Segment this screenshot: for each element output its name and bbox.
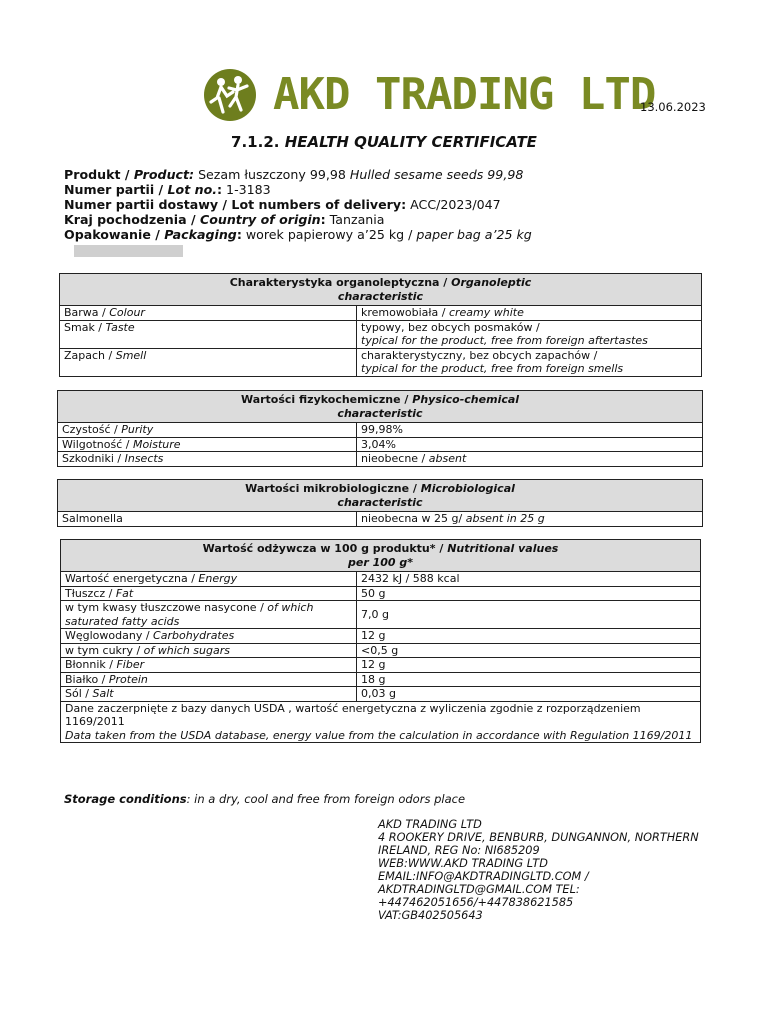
microbiological-table [57, 479, 703, 527]
table-header: Wartości fizykochemiczne / Physico-chemical characteristic [58, 391, 703, 423]
document-title [0, 133, 768, 151]
table-row: Węglowodany / Carbohydrates 12 g [61, 629, 701, 644]
table-row: Wartość energetyczna / Energy 2432 kJ / 588 kcal [61, 572, 701, 587]
table-row: Smak / Taste typowy, bez obcych posmaków / typical for the product, free from foreign aftertastes [60, 320, 702, 348]
logo-emblem-icon [203, 68, 257, 122]
address-line: VAT:GB402505643 [378, 909, 483, 922]
info-lot: Numer partii / Lot no.: 1-3183 [64, 182, 271, 197]
info-product: Produkt / Product: Sezam łuszczony 99,98 Hulled sesame seeds 99,98 [64, 167, 524, 182]
table-row: Zapach / Smell charakterystyczny, bez obcych zapachów / typical for the product, free from foreign smells [60, 348, 702, 376]
address-line: AKD TRADING LTD [378, 818, 482, 831]
info-origin: Kraj pochodzenia / Country of origin: Tanzania [64, 212, 385, 227]
table-row: Białko / Protein 18 g [61, 672, 701, 687]
organoleptic-table [59, 273, 702, 377]
address-line: AKDTRADINGLTD@GMAIL.COM TEL: [378, 883, 580, 896]
table-row: Wilgotność / Moisture 3,04% [58, 437, 703, 452]
table-header: Charakterystyka organoleptyczna / Organoleptic characteristic [60, 274, 702, 306]
table-row: w tym kwasy tłuszczowe nasycone / of which saturated fatty acids 7,0 g [61, 601, 701, 629]
address-line: WEB:WWW.AKD TRADING LTD [378, 857, 548, 870]
physico-chemical-table [57, 390, 703, 467]
document-date: 13.06.2023 [640, 100, 706, 114]
redaction-bar [74, 245, 183, 257]
note-en: Data taken from the USDA database, energy value from the calculation in accordance with Regulation 1169/2011 [65, 728, 693, 742]
table-header: Wartość odżywcza w 100 g produktu* / Nutritional values per 100 g* [61, 540, 701, 572]
table-row: Tłuszcz / Fat 50 g [61, 586, 701, 601]
title-number: 7.1.2. [231, 133, 280, 151]
company-address [378, 818, 718, 922]
table-row: Salmonella nieobecna w 25 g/ absent in 25 g [58, 512, 703, 527]
title-text: HEALTH QUALITY CERTIFICATE [284, 133, 537, 151]
info-packaging: Opakowanie / Packaging: worek papierowy a’25 kg / paper bag a’25 kg [64, 227, 532, 242]
address-line: IRELAND, REG No: NI685209 [378, 844, 540, 857]
company-logo [203, 68, 656, 122]
storage-conditions: Storage conditions: in a dry, cool and free from foreign odors place [64, 792, 466, 806]
address-line: +447462051656/+447838621585 [378, 896, 574, 909]
table-row: Czystość / Purity 99,98% [58, 423, 703, 438]
table-row: Szkodniki / Insects nieobecne / absent [58, 452, 703, 467]
table-row: Błonnik / Fiber 12 g [61, 658, 701, 673]
table-header: Wartości mikrobiologiczne / Microbiological characteristic [58, 480, 703, 512]
logo-text: AKD TRADING LTD [273, 69, 656, 120]
note-pl: Dane zaczerpnięte z bazy danych USDA , wartość energetyczna z wyliczenia zgodnie z rozporządzeniem 1169/2011 [65, 701, 641, 728]
address-line: EMAIL:INFO@AKDTRADINGLTD.COM / [378, 870, 589, 883]
address-line: 4 ROOKERY DRIVE, BENBURB, DUNGANNON, NORTHERN [378, 831, 699, 844]
nutrition-note-row [61, 701, 701, 743]
product-info [64, 167, 532, 242]
nutrition-table [60, 539, 701, 743]
table-row: Sól / Salt 0,03 g [61, 687, 701, 702]
table-row: Barwa / Colour kremowobiała / creamy white [60, 306, 702, 321]
table-row: w tym cukry / of which sugars <0,5 g [61, 643, 701, 658]
info-delivery-lot: Numer partii dostawy / Lot numbers of delivery: ACC/2023/047 [64, 197, 501, 212]
